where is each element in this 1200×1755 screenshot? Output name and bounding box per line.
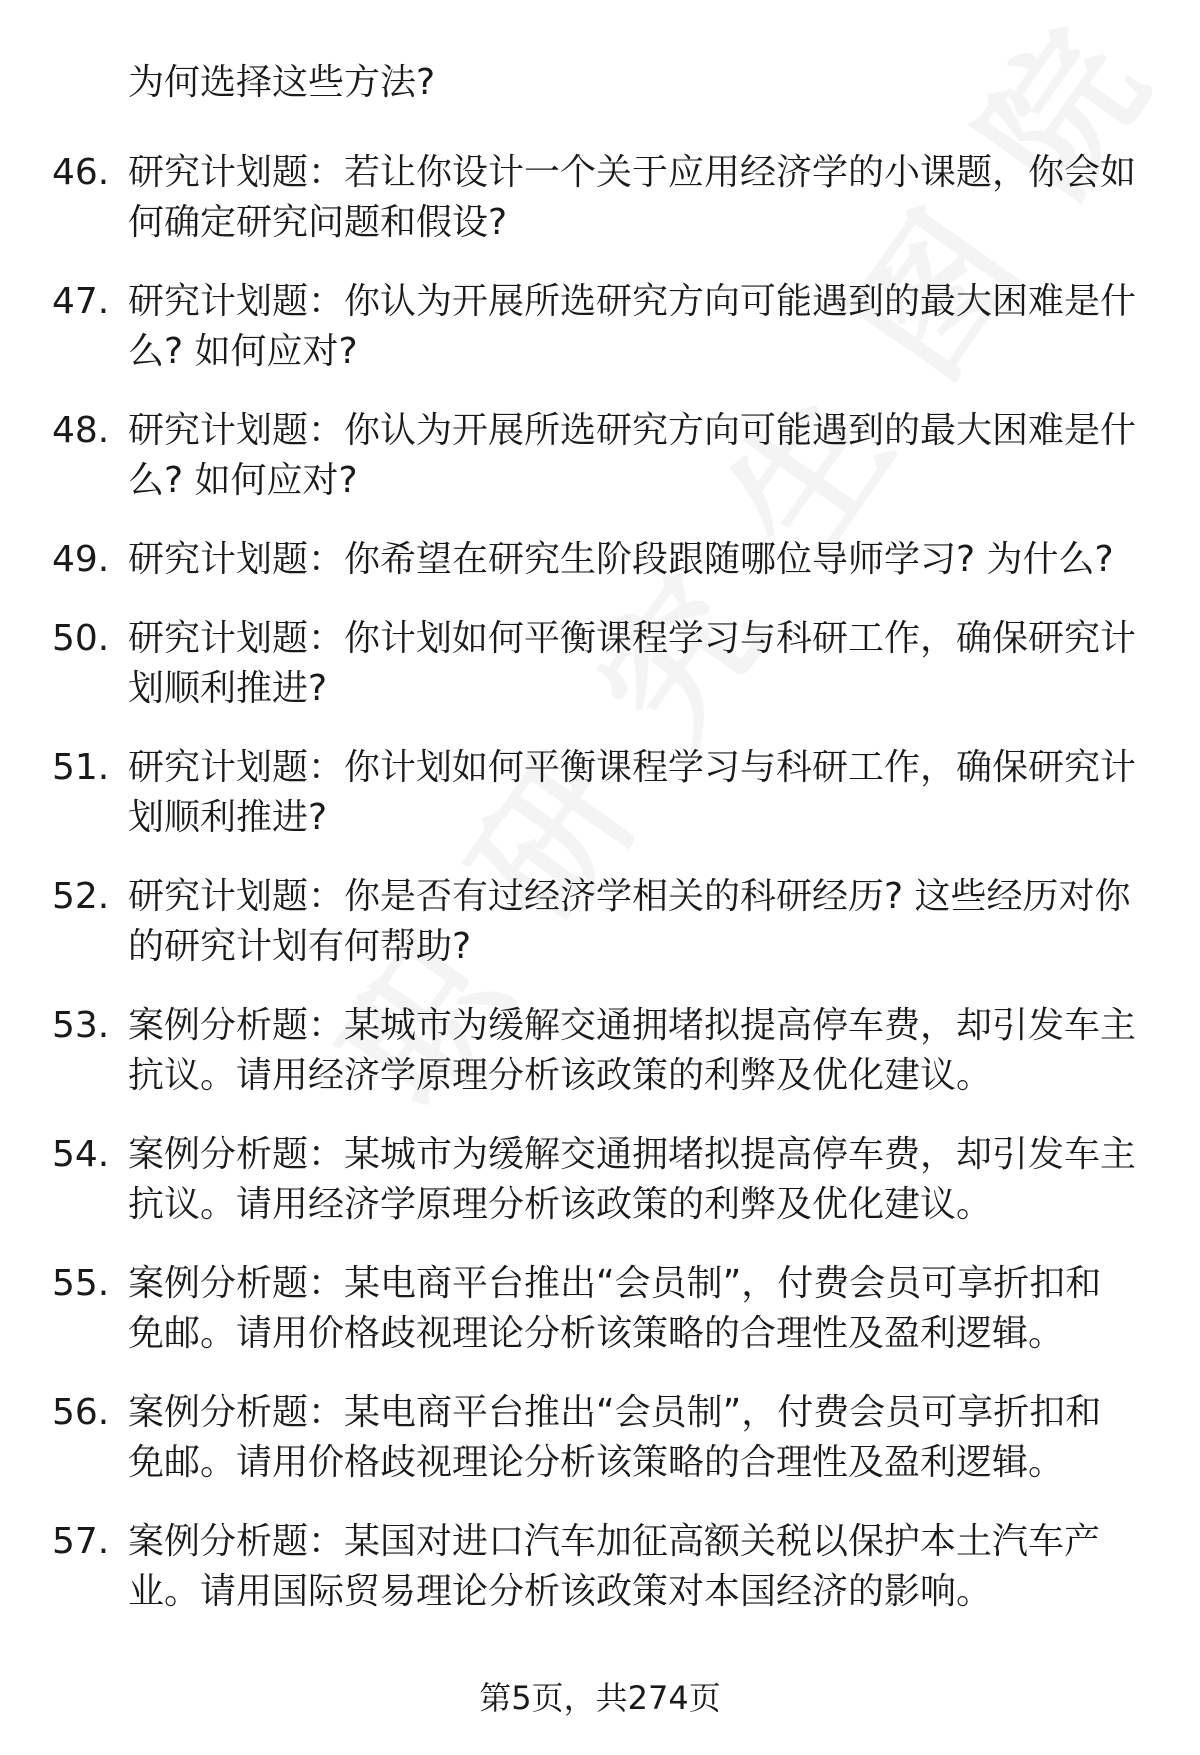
question-text-line: 案例分析题：某电商平台推出“会员制”，付费会员可享折扣和 (128, 1263, 1102, 1304)
question-list (0, 148, 1200, 1646)
question-text-line: 研究计划题：你是否有过经济学相关的科研经历? 这些经历对你 (128, 876, 1131, 917)
question-text-line: 划顺利推进? (128, 668, 328, 709)
question-text-line: 案例分析题：某国对进口汽车加征高额关税以保护本土汽车产 (128, 1521, 1101, 1562)
question-item (0, 148, 1200, 248)
question-number: 56. (52, 1392, 110, 1433)
question-text (128, 743, 1138, 843)
question-text-line: 研究计划题：你认为开展所选研究方向可能遇到的最大困难是什 (128, 410, 1137, 451)
question-text (128, 406, 1138, 506)
question-item (0, 277, 1200, 377)
question-item (0, 872, 1200, 972)
question-text (128, 1388, 1138, 1488)
question-number: 50. (52, 618, 110, 659)
question-text-line: 么? 如何应对? (128, 460, 358, 501)
question-number: 51. (52, 747, 110, 788)
question-text (128, 1259, 1138, 1359)
question-item (0, 1259, 1200, 1359)
question-item (0, 743, 1200, 843)
question-text-line: 案例分析题：某电商平台推出“会员制”，付费会员可享折扣和 (128, 1392, 1102, 1433)
question-number: 54. (52, 1134, 110, 1175)
question-number: 48. (52, 410, 110, 451)
question-text (128, 535, 1138, 585)
question-text (128, 614, 1138, 714)
question-text (128, 872, 1138, 972)
question-number: 57. (52, 1521, 110, 1562)
question-item (0, 1388, 1200, 1488)
question-text-line: 何确定研究问题和假设? (128, 202, 508, 243)
question-item (0, 1001, 1200, 1101)
question-text (128, 148, 1138, 248)
question-text-line: 免邮。请用价格歧视理论分析该策略的合理性及盈利逻辑。 (128, 1313, 1065, 1354)
question-number: 49. (52, 539, 110, 580)
question-text-line: 业。请用国际贸易理论分析该政策对本国经济的影响。 (128, 1571, 993, 1612)
question-text-line: 研究计划题：你计划如何平衡课程学习与科研工作，确保研究计 (128, 618, 1137, 659)
question-text (128, 1517, 1138, 1617)
question-item (0, 406, 1200, 506)
question-text-line: 研究计划题：你计划如何平衡课程学习与科研工作，确保研究计 (128, 747, 1137, 788)
question-text-line: 抗议。请用经济学原理分析该政策的利弊及优化建议。 (128, 1184, 993, 1225)
question-item (0, 1130, 1200, 1230)
question-text (128, 1001, 1138, 1101)
question-number: 46. (52, 152, 110, 193)
question-text-line: 划顺利推进? (128, 797, 328, 838)
question-number: 47. (52, 281, 110, 322)
question-item (0, 614, 1200, 714)
question-text-line: 研究计划题：若让你设计一个关于应用经济学的小课题，你会如 (128, 152, 1137, 193)
question-text (128, 277, 1138, 377)
question-text-line: 的研究计划有何帮助? (128, 926, 472, 967)
question-text-line: 研究计划题：你希望在研究生阶段跟随哪位导师学习? 为什么? (128, 539, 1114, 580)
question-text-line: 案例分析题：某城市为缓解交通拥堵拟提高停车费，却引发车主 (128, 1005, 1137, 1046)
question-text-line: 案例分析题：某城市为缓解交通拥堵拟提高停车费，却引发车主 (128, 1134, 1137, 1175)
question-text-line: 研究计划题：你认为开展所选研究方向可能遇到的最大困难是什 (128, 281, 1137, 322)
question-text-line: 免邮。请用价格歧视理论分析该策略的合理性及盈利逻辑。 (128, 1442, 1065, 1483)
question-text-line: 么? 如何应对? (128, 331, 358, 372)
page-number-footer: 第5页，共274页 (479, 1679, 721, 1717)
question-text (128, 1130, 1138, 1230)
question-text-line: 抗议。请用经济学原理分析该政策的利弊及优化建议。 (128, 1055, 993, 1096)
question-item (0, 535, 1200, 585)
question-number: 52. (52, 876, 110, 917)
question-number: 53. (52, 1005, 110, 1046)
continued-question-text: 为何选择这些方法? (128, 62, 436, 103)
question-item (0, 1517, 1200, 1617)
question-number: 55. (52, 1263, 110, 1304)
